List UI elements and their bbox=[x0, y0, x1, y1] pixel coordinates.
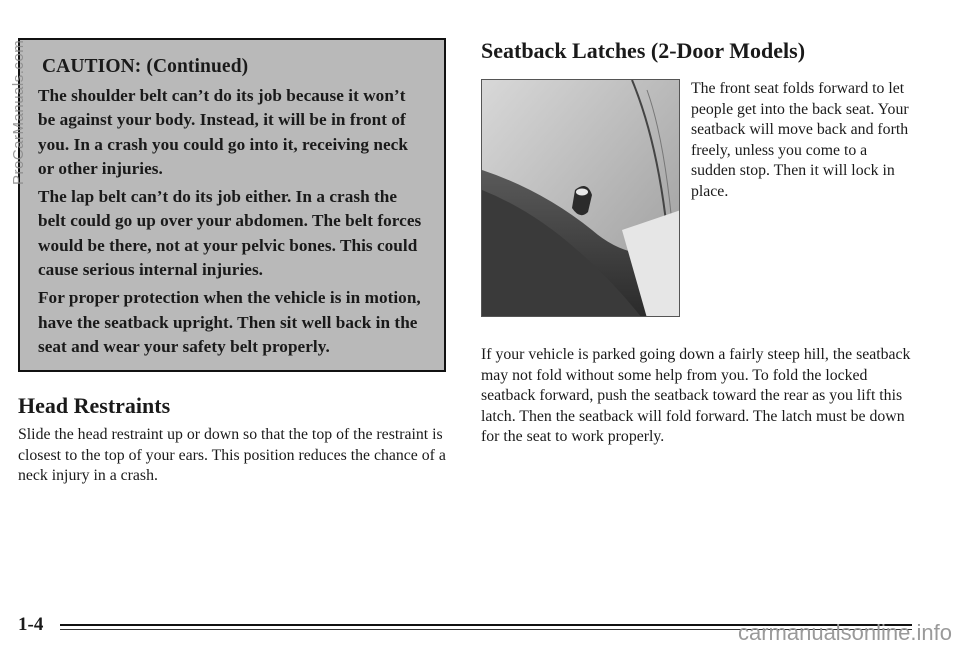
site-watermark: carmanualsonline.info bbox=[737, 620, 952, 645]
head-restraints-heading: Head Restraints bbox=[18, 393, 171, 418]
seatback-latch-photo bbox=[481, 79, 680, 317]
seatback-latches-intro: The front seat folds forward to let people get into the back seat. Your seatback will move back and forth freely, unless you come to a sudden stop. Then it will lock in place. bbox=[691, 80, 909, 200]
caution-paragraph-3: For proper protection when the vehicle is in motion, have the seatback upright. Then sit well back in the seat and wear your safety belt properly. bbox=[38, 288, 421, 356]
page-number: 1-4 bbox=[18, 614, 44, 635]
caution-title: CAUTION: (Continued) bbox=[42, 56, 249, 77]
caution-box bbox=[18, 38, 446, 372]
seat-latch-illustration bbox=[482, 80, 680, 317]
head-restraints-body: Slide the head restraint up or down so that the top of the restraint is closest to the top of your ears. This position reduces the chance of a neck injury in a crash. bbox=[18, 426, 446, 484]
caution-paragraph-1: The shoulder belt can’t do its job because it won’t be against your body. Instead, it will be in front of you. In a crash you could go into it, receiving neck or other injuries. bbox=[38, 86, 408, 178]
caution-paragraph-2: The lap belt can’t do its job either. In a crash the belt could go up over your abdomen. The belt forces would be there, not at your pelvic bones. This could cause serious internal injuries. bbox=[38, 187, 422, 280]
seatback-latches-heading: Seatback Latches (2-Door Models) bbox=[481, 38, 806, 63]
watermark-vertical: ProCarManuals.com bbox=[10, 40, 27, 186]
seatback-latches-body: If your vehicle is parked going down a fairly steep hill, the seatback may not fold without some help from you. To fold the locked seatback forward, push the seatback toward the rear as you lift this latch. Then the seatback will fold forward. The latch must be down for the seat to work properly. bbox=[481, 346, 911, 445]
